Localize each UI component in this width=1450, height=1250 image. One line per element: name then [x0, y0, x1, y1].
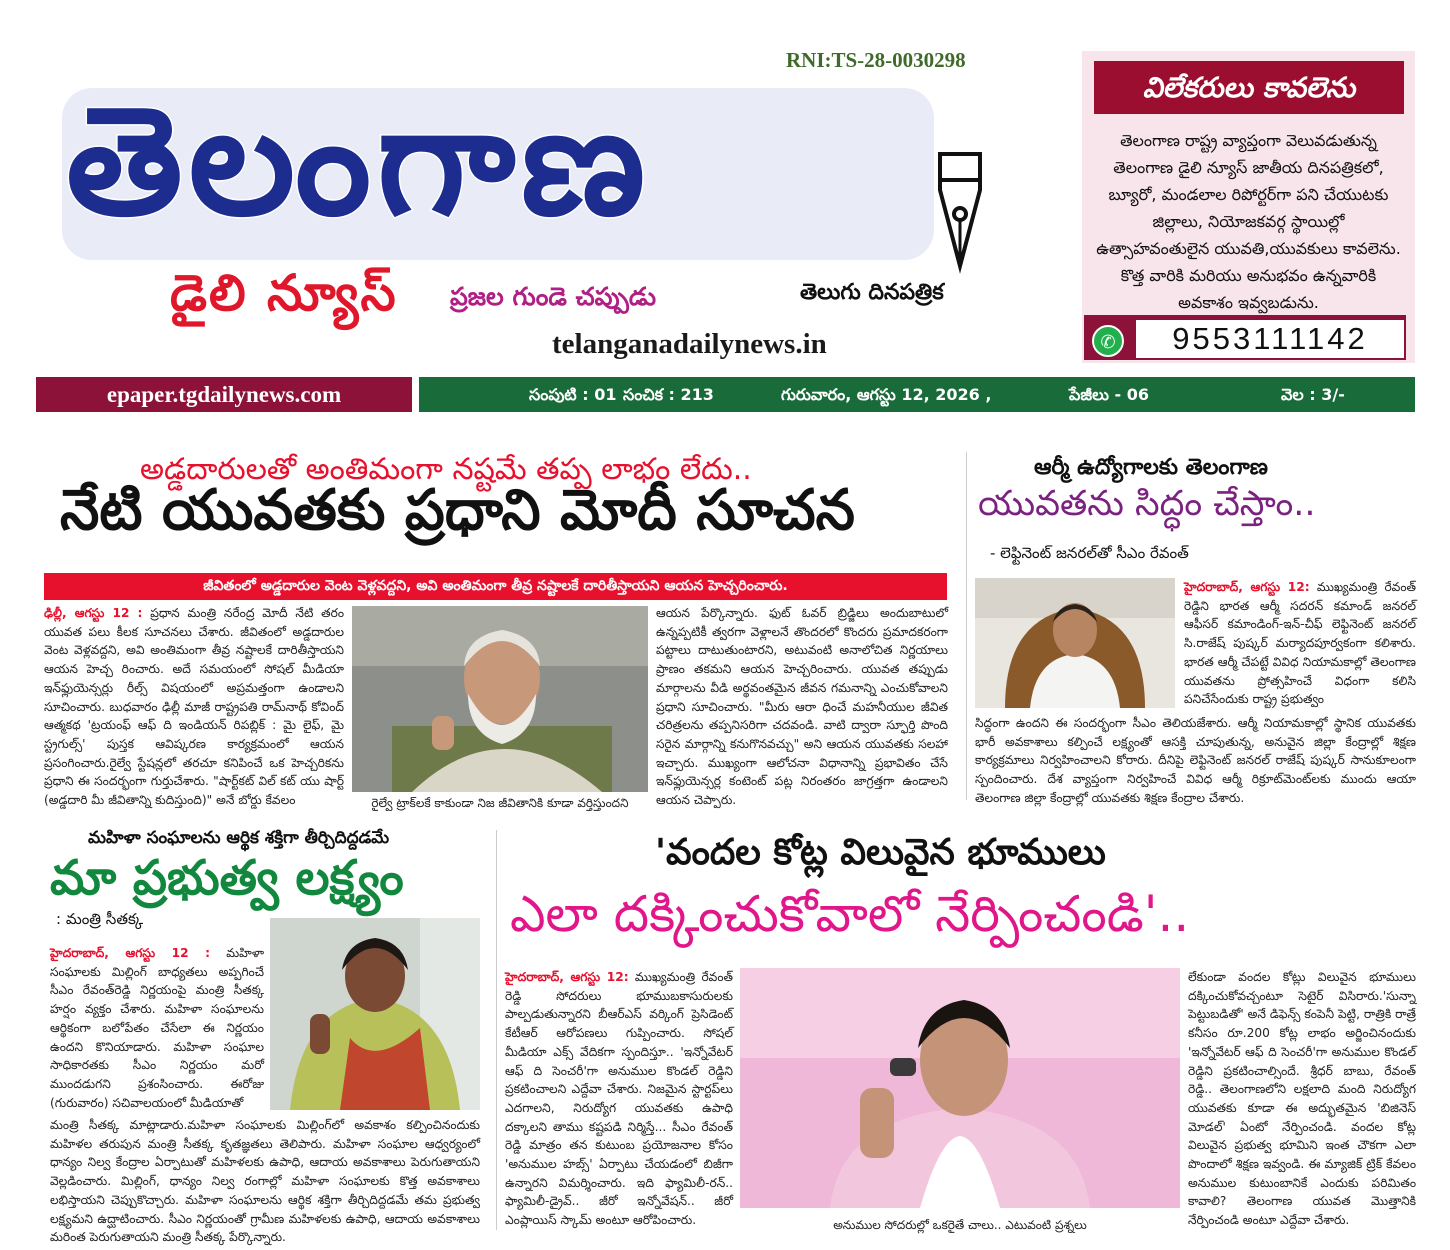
story4-column-1 [505, 968, 734, 1228]
story2-body-1: ముఖ్యమంత్రి రేవంత్ రెడ్డిని భారత ఆర్మీ సదరన్ కమాండ్ జనరల్ ఆఫీసర్ కమాండింగ్-ఇన్-చీఫ్ లెఫ్టినెంట్ జనరల్ సి.రాజేష్ పుష్కర్ మర్యాదపూర్వకంగా కలిశారు. భారత ఆర్మీ చేపట్టే వివిధ నియామకాల్లో తెలంగాణ యువతను ప్రోత్సహించే విధంగా కలిసి పనిచేసేందుకు రాష్ట్ర ప్రభుత్వం [1184, 580, 1417, 707]
issue-date: గురువారం, ఆగస్టు 12, 2026 , [781, 385, 992, 404]
website-link[interactable]: telanganadailynews.in [552, 328, 827, 360]
column-divider [496, 830, 497, 1230]
phone-banner [1084, 315, 1406, 360]
story3-photo-seethakka [270, 918, 480, 1110]
story4-photo-caption: అనుముల సోదరుల్లో ఒకరైతే చాలు.. ఎటువంటి ప్రశ్నలు [833, 1218, 1087, 1232]
reporters-wanted-heading: విలేకరులు కావలెను [1094, 61, 1404, 114]
story1-column-2: ఆయన పేర్కొన్నారు. ఫుట్ ఓవర్ బ్రిడ్జిలు అందుబాటులో ఉన్నప్పటికీ త్వరగా వెళ్లాలనే తొందరలో కొందరు ప్రమాదకరంగా పట్టాలు దాటుతుంటారని, అటువంటి అనాలోచిత నిర్ణయాలు ప్రాణం తకమని ఆయన హెచ్చరించారు. యువత తప్పుడు మార్గాలను వీడి అర్థవంతమైన జీవన గమనాన్ని ఎంచుకోవాలని ప్రధాని సూచించారు. "మీరు ఆరా ధించే మహనీయుల జీవిత చరిత్రలను తప్పనిసరిగా చదవండి. వాటి ద్వారా స్ఫూర్తి పొంది సరైన మార్గాన్ని కనుగొనవచ్చు" అని ఆయన యువతకు సలహా ఇచ్చారు. ముఖ్యంగా ఆలోచనా విధానాన్ని ప్రభావితం చేసే ఇన్‌ఫ్లుయెన్సర్ల కంటెంట్ పట్ల నిరంతరం జాగ్రత్తగా ఉండాలని ఆయన చెప్పారు. [656, 606, 948, 808]
story2-headline[interactable]: యువతను సిద్ధం చేస్తాం.. [978, 484, 1316, 524]
story1-strap: జీవితంలో అడ్డదారుల వెంట వెళ్లవద్దని, అవి అంతిమంగా తీవ్ర నష్టాలకే దారితీస్తాయని ఆయన హెచ్చరించారు. [44, 573, 947, 600]
story4-dateline: హైదరాబాద్, ఆగస్టు 12: [505, 970, 629, 984]
story2-byline: - లెఫ్టినెంట్ జనరల్‌తో సీఎం రేవంత్ [990, 544, 1189, 562]
story3-dateline: హైదరాబాద్, ఆగస్టు 12 : [50, 946, 211, 960]
volume-number: సంపుటి : 01 [529, 385, 617, 404]
story2-dateline: హైదరాబాద్, ఆగస్టు 12: [1184, 580, 1310, 594]
price: వెల : 3/- [1281, 385, 1345, 404]
column-divider [966, 452, 967, 800]
story4-photo-ktr [740, 968, 1180, 1208]
story1-photo-modi [352, 606, 648, 792]
story3-column-left [50, 944, 264, 1112]
rni-number: RNI:TS-28-0030298 [786, 48, 966, 72]
epaper-link[interactable]: epaper.tgdailynews.com [36, 377, 412, 412]
story3-headline[interactable]: మా ప్రభుత్వ లక్ష్యం [50, 850, 404, 906]
page-count: పేజీలు - 06 [1069, 385, 1149, 404]
story2-column-right [1184, 578, 1416, 714]
story1-headline[interactable]: నేటి యువతకు ప్రధాని మోదీ సూచన [60, 478, 855, 543]
newspaper-title: తెలంగాణ [66, 75, 652, 249]
story2-photo-revanth [975, 578, 1175, 708]
story1-body-1: ప్రధాన మంత్రి నరేంద్ర మోదీ నేటి తరం యువత పలు కీలక సూచనలు చేశారు. జీవితంలో అడ్డదారుల వెంట వెళ్లవద్దని, అవి అంతిమంగా తీవ్ర నష్టాలకే దారితీస్తాయని ఆయన హెచ్చ రించారు. అదే సమయంలో సోషల్ మీడియా ఇన్‌ఫ్లుయెన్సర్లు రీల్స్ విషయంలో అప్రమత్తంగా ఉండాలని సూచించారు. బుధవారం ఢిల్లీ మాజీ రాష్ట్రపతి రామ్‌నాథ్ కోవింద్ ఆత్మకథ 'ట్రయంఫ్ ఆఫ్ ది ఇండియన్ రిపబ్లిక్ : మై లైఫ్, మై స్ట్రగుల్స్' పుస్తక ఆవిష్కరణ కార్యక్రమంలో ఆయన ప్రసంగించారు.రైల్వే స్టేషన్లలో తరచూ కనిపించే ఒక హెచ్చరికను ప్రధాని ఈ సందర్భంగా గుర్తుచేశారు. "షార్ట్‌కట్ విల్ కట్ యు షార్ట్ (అడ్డదారి మీ జీవితాన్ని కుదిస్తుంది)" అనే బోర్డు కేవలం [44, 606, 345, 808]
story4-body-1: ముఖ్యమంత్రి రేవంత్ రెడ్డి సోదరులు భూముబకాసురులకు పాల్పడుతున్నారని బీఆర్ఎస్ వర్కింగ్ ప్రెసిడెంట్ కేటీఆర్ ఆరోపణలు గుప్పించారు. సోషల్ మీడియా ఎక్స్ వేదికగా స్పందిస్తూ.. 'ఇన్నోవేటర్ ఆఫ్ ది సెంచరీ'గా అనుముల కొండల్ రెడ్డిని ప్రకటించాలని ఎద్దేవా చేశారు. నిజమైన స్టార్టప్‌లు ఎదగాలని, నిరుద్యోగ యువతకు ఉపాధి దక్కాలని తాము కష్టపడి నిర్మిస్తే... సీఎం రేవంత్ రెడ్డి మాత్రం తన కుటుంబ ప్రయోజనాల కోసం 'అనుముల హబ్స్' ఏర్పాటు చేయడంలో బిజీగా ఉన్నారని విమర్శించారు. ఇది ఫ్యామిలీ-రన్.. ఫ్యామిలీ-డ్రైవ్.. జీరో ఇన్నోవేషన్.. జీరో ఎంప్లాయిస్ స్కామ్ అంటూ ఆరోపించారు. [505, 970, 734, 1228]
story3-kicker: మహిళా సంఘాలను ఆర్థిక శక్తిగా తీర్చిదిద్దడమే [88, 828, 390, 848]
story2-column-full: సిద్ధంగా ఉందని ఈ సందర్భంగా సీఎం తెలియజేశారు. ఆర్మీ నియామకాల్లో స్థానిక యువతకు భారీ అవకాశాలు కల్పించే లక్ష్యంతో ఆసక్తి చూపుతున్న, అనువైన జిల్లా కేంద్రాల్లో శిక్షణ కార్యక్రమాలు నిర్వహించాలని కోరారు. దీనిపై లెఫ్టినెంట్ జనరల్ రాజేష్ పుష్కర్ సానుకూలంగా స్పందించారు. దేశ వ్యాప్తంగా నిర్వహించే వివిధ ఆర్మీ రిక్రూట్‌మెంట్‌లకు ముందు ఆయా తెలంగాణ జిల్లా కేంద్రాల్లో యువతకు శిక్షణ కేంద్రాల చేశారు. [975, 716, 1416, 805]
phone-icon: ✆ [1092, 325, 1124, 357]
reporters-wanted-text: తెలంగాణ రాష్ట్ర వ్యాప్తంగా వెలువడుతున్న తెలంగాణ డైలి న్యూస్ జాతీయ దినపత్రికలో, బ్యూరో, మండలాల రిపోర్టర్‌గా పని చేయుటకు జిల్లాలు, నియోజకవర్గ స్థాయిల్లో ఉత్సాహవంతులైన యువతి,యువకులు కావలెను. కొత్త వారికి మరియు అనుభవం ఉన్నవారికి అవకాశం ఇవ్వబడును. [1096, 131, 1401, 312]
story1-column-1 [44, 604, 345, 808]
story4-headline-line2[interactable]: ఎలా దక్కించుకోవాలో నేర్పించండి'.. [510, 885, 1190, 943]
telugu-daily-label: తెలుగు దినపత్రిక [800, 280, 944, 305]
story4-headline-line1[interactable]: 'వందల కోట్ల విలువైన భూములు [655, 832, 1106, 873]
story2-kicker: ఆర్మీ ఉద్యోగాలకు తెలంగాణ [1034, 455, 1268, 480]
masthead-logo [58, 70, 958, 270]
story3-body-1: మహిళా సంఘాలకు మిల్లింగ్ బాధ్యతలు అప్పగించే సీఎం రేవంత్‌రెడ్డి నిర్ణయంపై మంత్రి సీతక్క హర్షం వ్యక్తం చేశారు. మహిళా సంఘాలను ఆర్థికంగా బలోపేతం చేసేలా ఈ నిర్ణయం ఉందని కొనియాడారు. మహిళా సంఘాల సాధికారతకు సీఎం నిర్ణయం మరో ముందడుగని ప్రశంసించారు. ఈరోజు (గురువారం) సచివాలయంలో మీడియాతో [50, 946, 264, 1110]
story1-photo-caption: రైల్వే ట్రాక్‌లకే కాకుండా నిజ జీవితానికి కూడా వర్తిస్తుందని [371, 796, 629, 810]
tagline: ప్రజల గుండె చప్పుడు [450, 282, 656, 311]
story1-dateline: ఢిల్లీ, ఆగస్టు 12 : [44, 606, 143, 620]
reporters-wanted-box [1082, 51, 1415, 363]
phone-number[interactable]: 9553111142 [1136, 320, 1404, 358]
story4-column-2: లేకుండా వందల కోట్లు విలువైన భూములు దక్కించుకోవచ్చంటూ సెటైర్ విసిరారు.'సున్నా పెట్టుబడితో' అనే డిఫెన్స్ కంపెనీ పెట్టి, రాత్రికి రాత్రే కనీసం రూ.200 కోట్ల లాభం అర్జించినందుకు 'ఇన్నోవేటర్ ఆఫ్ ది సెంచరీ'గా అనుముల కొండల్ రెడ్డిని ప్రకటించాల్సిందే. శ్రీధర్ బాబు, రేవంత్ రెడ్డి.. తెలంగాణలోని లక్షలాది మంది నిరుద్యోగ యువతకు కూడా ఈ అద్భుతమైన 'బిజినెస్ మోడల్' ఏంటో నేర్పించండి. వందల కోట్ల విలువైన ప్రభుత్వ భూమిని ఇంత చౌకగా ఎలా పొందాలో శిక్షణ ఇవ్వండి. ఈ మ్యాజిక్ ట్రిక్ కేవలం అనుముల కుటుంబానికే ఎందుకు పరిమితం కావాలి? తెలంగాణ యువత మొత్తానికి నేర్పించండి అంటూ ఎద్దేవా చేశారు. [1188, 970, 1416, 1228]
story3-byline: : మంత్రి సీతక్క [56, 910, 144, 928]
story1-kicker: అడ్డదారులతో అంతిమంగా నష్టమే తప్ప లాభం లేదు.. [140, 452, 752, 487]
issue-info-bar [419, 377, 1415, 412]
daily-news-wordmark: డైలి న్యూస్ [170, 264, 398, 322]
story3-column-full: మంత్రి సీతక్క మాట్లాడారు.మహిళా సంఘాలకు మిల్లింగ్‌లో అవకాశం కల్పించినందుకు మహిళల తరుపున మంత్రి సీతక్క కృతజ్ఞతలు తెలిపారు. మహిళా సంఘాల ఆధ్వర్యంలో ధాన్యం నిల్వ కేంద్రాల ఏర్పాటుతో మహిళలకు ఉపాధి, ఆదాయ అవకాశాలు పెరుగుతాయని వెల్లడించారు. మిల్లింగ్, ధాన్యం నిల్వ రంగాల్లో మహిళా సంఘాలకు కొత్త అవకాశాలు లభిస్తాయని చెప్పుకొచ్చారు. మహిళా సంఘాలను ఆర్థిక శక్తిగా తీర్చిదిద్దడమే తమ ప్రభుత్వ లక్ష్యమని ఉద్ఘాటించారు. సీఎం నిర్ణయంతో గ్రామీణ మహిళలకు ఉపాధి, ఆదాయ అవకాశాలు మరింత పెరుగుతాయని మంత్రి సీతక్క పేర్కొన్నారు. [50, 1118, 480, 1245]
issue-number: సంచిక : 213 [623, 385, 714, 404]
fountain-pen-icon [930, 150, 990, 270]
